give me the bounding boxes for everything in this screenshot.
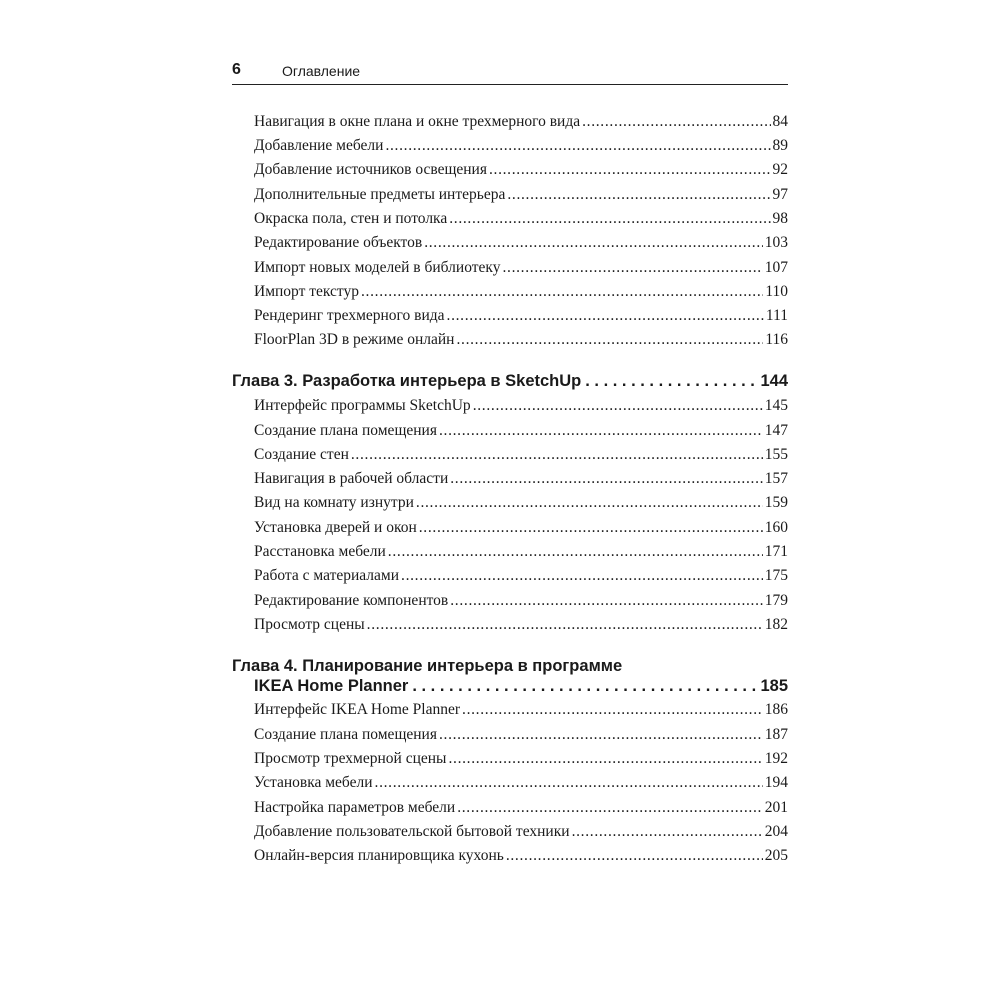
- toc-entry-title: Вид на комнату изнутри: [254, 494, 414, 511]
- toc-entry[interactable]: [254, 137, 788, 155]
- toc-entry[interactable]: [254, 470, 788, 488]
- toc-entry[interactable]: [254, 113, 788, 131]
- toc-entry[interactable]: [254, 592, 788, 610]
- toc-entry-page: 194: [764, 774, 788, 791]
- toc-entry-title: Просмотр трехмерной сцены: [254, 750, 447, 767]
- leader-dots: [388, 543, 763, 561]
- toc-entry[interactable]: [254, 161, 788, 179]
- toc-entry-title: Установка мебели: [254, 774, 373, 791]
- leader-dots: [401, 567, 763, 585]
- toc-entry[interactable]: [254, 567, 788, 585]
- toc-entry-page: 110: [765, 283, 788, 300]
- toc-entry[interactable]: [254, 616, 788, 634]
- chapter-page: 144: [760, 372, 788, 390]
- leader-dots: [439, 422, 763, 440]
- page-number: 6: [232, 61, 241, 78]
- toc-entry-page: 201: [764, 799, 788, 816]
- toc-entry-page: 89: [772, 137, 788, 154]
- toc-entry-page: 179: [764, 592, 788, 609]
- toc-entry-page: 175: [764, 567, 788, 584]
- toc-entry-title: FloorPlan 3D в режиме онлайн: [254, 331, 455, 348]
- toc-entry[interactable]: [254, 847, 788, 865]
- chapter-heading-4[interactable]: [232, 656, 788, 696]
- toc-entry-page: 204: [764, 823, 788, 840]
- leader-dots: [385, 137, 770, 155]
- chapter-title-line2: IKEA Home Planner: [254, 677, 409, 695]
- toc-entry[interactable]: [254, 494, 788, 512]
- toc-entry-page: 97: [772, 186, 788, 203]
- toc-entry-page: 171: [764, 543, 788, 560]
- toc-entry-page: 103: [764, 234, 788, 251]
- toc-entry-title: Добавление мебели: [254, 137, 384, 154]
- toc-entry-page: 92: [772, 161, 788, 178]
- leader-dots: [351, 446, 763, 464]
- leader-dots: [489, 161, 771, 179]
- toc-entry-page: 159: [764, 494, 788, 511]
- toc-entry-page: 205: [764, 847, 788, 864]
- leader-dots: [367, 616, 763, 634]
- toc-entry-page: 111: [765, 307, 788, 324]
- toc-entry-title: Навигация в рабочей области: [254, 470, 449, 487]
- toc-entry-page: 192: [764, 750, 788, 767]
- leader-dots: [506, 847, 763, 865]
- toc-entry-title: Создание плана помещения: [254, 726, 437, 743]
- leader-dots: [416, 494, 763, 512]
- leader-dots: [412, 676, 756, 696]
- toc-entry-page: 155: [764, 446, 788, 463]
- chapter-title: Глава 3. Разработка интерьера в SketchUp: [232, 372, 582, 390]
- leader-dots: [507, 186, 770, 204]
- leader-dots: [502, 259, 762, 277]
- toc-entry-title: Дополнительные предметы интерьера: [254, 186, 506, 203]
- toc-entry[interactable]: [254, 750, 788, 768]
- toc-entry-title: Онлайн-версия планировщика кухонь: [254, 847, 504, 864]
- toc-entry-title: Добавление пользовательской бытовой техники: [254, 823, 570, 840]
- chapter-heading-3[interactable]: [232, 371, 788, 391]
- toc-entry-page: 187: [764, 726, 788, 743]
- toc-entry-page: 186: [764, 701, 788, 718]
- leader-dots: [361, 283, 763, 301]
- toc-entry-page: 107: [764, 259, 788, 276]
- toc-entry[interactable]: [254, 234, 788, 252]
- leader-dots: [447, 307, 764, 325]
- toc-entry[interactable]: [254, 307, 788, 325]
- toc-entry[interactable]: [254, 210, 788, 228]
- chapter-page: 185: [760, 677, 788, 695]
- leader-dots: [449, 210, 770, 228]
- running-title: Оглавление: [282, 63, 361, 79]
- toc-entry-page: 84: [772, 113, 788, 130]
- toc-entry[interactable]: [254, 186, 788, 204]
- page-header: [232, 60, 788, 85]
- toc-entry-page: 116: [765, 331, 788, 348]
- leader-dots: [450, 592, 763, 610]
- leader-dots: [457, 799, 763, 817]
- toc-entry-title: Импорт текстур: [254, 283, 359, 300]
- toc-entry[interactable]: [254, 283, 788, 301]
- toc-entry-title: Работа с материалами: [254, 567, 400, 584]
- toc-entry[interactable]: [254, 519, 788, 537]
- toc-entry[interactable]: [254, 774, 788, 792]
- leader-dots: [473, 397, 763, 415]
- toc-entry[interactable]: [254, 701, 788, 719]
- leader-dots: [462, 701, 763, 719]
- toc-entry-title: Добавление источников освещения: [254, 161, 487, 178]
- toc-entry-title: Рендеринг трехмерного вида: [254, 307, 445, 324]
- chapter-title-line1: Глава 4. Планирование интерьера в программе: [232, 657, 623, 675]
- toc-entry-title: Просмотр сцены: [254, 616, 365, 633]
- toc-entry[interactable]: [254, 446, 788, 464]
- toc-entry-title: Интерфейс программы SketchUp: [254, 397, 471, 414]
- leader-dots: [456, 331, 763, 349]
- toc-entry-page: 182: [764, 616, 788, 633]
- toc-entry-title: Редактирование объектов: [254, 234, 423, 251]
- toc-entry-page: 145: [764, 397, 788, 414]
- toc-entry[interactable]: [254, 799, 788, 817]
- toc-entry-title: Интерфейс IKEA Home Planner: [254, 701, 461, 718]
- toc-entry[interactable]: [254, 726, 788, 744]
- toc-entry-title: Установка дверей и окон: [254, 519, 417, 536]
- toc-entry-title: Создание стен: [254, 446, 349, 463]
- toc-entry-page: 98: [772, 210, 788, 227]
- toc-entry-title: Окраска пола, стен и потолка: [254, 210, 448, 227]
- toc-entry-page: 160: [764, 519, 788, 536]
- toc-entry[interactable]: [254, 543, 788, 561]
- toc-entry-page: 157: [764, 470, 788, 487]
- toc-entry-title: Навигация в окне плана и окне трехмерного вида: [254, 113, 581, 130]
- leader-dots: [572, 823, 763, 841]
- toc-entry-title: Настройка параметров мебели: [254, 799, 456, 816]
- leader-dots: [375, 774, 763, 792]
- toc-entry[interactable]: [254, 259, 788, 277]
- toc-entry-title: Создание плана помещения: [254, 422, 437, 439]
- leader-dots: [439, 726, 763, 744]
- toc-entry-page: 147: [764, 422, 788, 439]
- toc-entry[interactable]: [254, 422, 788, 440]
- leader-dots: [448, 750, 762, 768]
- leader-dots: [419, 519, 763, 537]
- toc-entry[interactable]: [254, 331, 788, 349]
- toc-entry[interactable]: [254, 823, 788, 841]
- toc-entry-title: Расстановка мебели: [254, 543, 386, 560]
- toc-entry[interactable]: [254, 397, 788, 415]
- leader-dots: [582, 113, 770, 131]
- leader-dots: [450, 470, 763, 488]
- toc-entry-title: Импорт новых моделей в библиотеку: [254, 259, 501, 276]
- leader-dots: [585, 371, 756, 391]
- leader-dots: [424, 234, 763, 252]
- toc-entry-title: Редактирование компонентов: [254, 592, 449, 609]
